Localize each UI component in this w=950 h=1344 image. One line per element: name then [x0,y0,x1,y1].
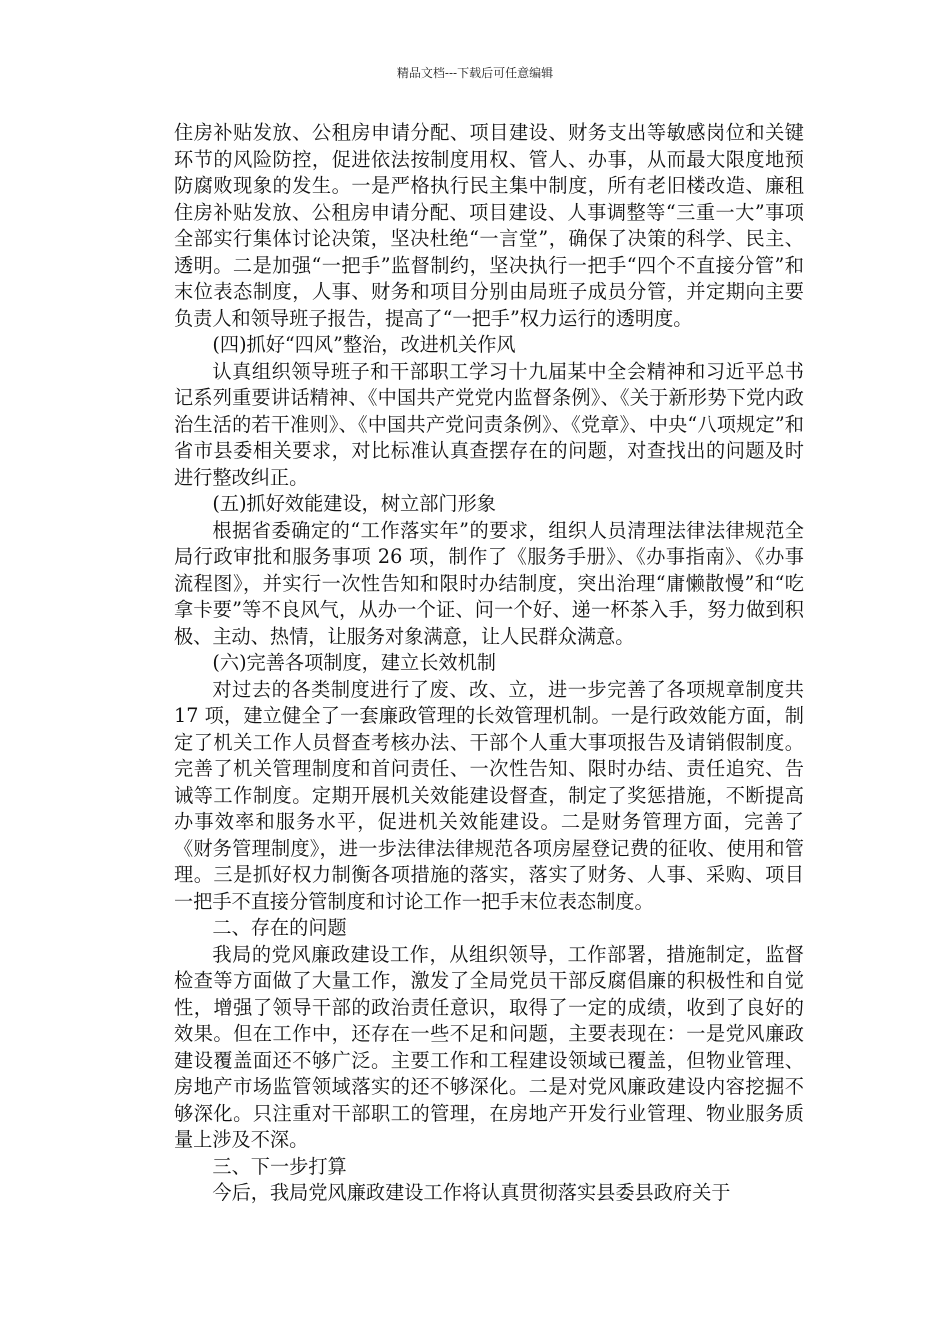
paragraph: 住房补贴发放、公租房申请分配、项目建设、财务支出等敏感岗位和关键环节的风险防控，促进依法按制度用权、管人、办事，从而最大限度地预防腐败现象的发生。一是严格执行民主集中制度，所有老旧楼改造、廉租住房补贴发放、公租房申请分配、项目建设、人事调整等“三重一大”事项全部实行集体讨论决策，坚决杜绝“一言堂”，确保了决策的科学、民主、透明。二是加强“一把手”监督制约，坚决执行一把手“四个不直接分管”和末位表态制度，人事、财务和项目分别由局班子成员分管，并定期向主要负责人和领导班子报告，提高了“一把手”权力运行的透明度。 [174,121,804,330]
paragraph: 我局的党风廉政建设工作，从组织领导，工作部署，措施制定，监督检查等方面做了大量工作，激发了全局党员干部反腐倡廉的积极性和自觉性，增强了领导干部的政治责任意识，取得了一定的成绩，收到了良好的效果。但在工作中，还存在一些不足和问题，主要表现在：一是党风廉政建设覆盖面还不够广泛。主要工作和工程建设领域已覆盖，但物业管理、房地产市场监管领域落实的还不够深化。二是对党风廉政建设内容挖掘不够深化。只注重对干部职工的管理，在房地产开发行业管理、物业服务质量上涉及不深。 [174,942,804,1151]
paragraph: 今后，我局党风廉政建设工作将认真贯彻落实县委县政府关于 [212,1181,731,1204]
page-header: 精品文档---下载后可任意编辑 [396,66,554,80]
section-heading: (六)完善各项制度，建立长效机制 [212,651,496,674]
paragraph: 对过去的各类制度进行了废、改、立，进一步完善了各项规章制度共 17 项，建立健全了一套廉政管理的长效管理机制。一是行政效能方面，制定了机关工作人员督查考核办法、干部个人重大事项报告及请销假制度。完善了机关管理制度和首问责任、一次性告知、限时办结、责任追究、告诫等工作制度。定期开展机关效能建设督查，制定了奖惩措施，不断提高办事效率和服务水平，促进机关效能建设。二是财务管理方面，完善了《财务管理制度》，进一步法律法律规范各项房屋登记费的征收、使用和管理。三是抓好权力制衡各项措施的落实，落实了财务、人事、采购、项目一把手不直接分管制度和讨论工作一把手末位表态制度。 [174,677,804,913]
paragraph: 根据省委确定的“工作落实年”的要求，组织人员清理法律法律规范全局行政审批和服务事项 26 项，制作了《服务手册》、《办事指南》、《办事流程图》，并实行一次性告知和限时办结制度，突出治理“庸懒散慢”和“吃拿卡要”等不良风气，从办一个证、问一个好、递一杯茶入手，努力做到积极、主动、热情，让服务对象满意，让人民群众满意。 [174,518,804,648]
section-heading: 三、下一步打算 [212,1154,347,1178]
section-heading: (五)抓好效能建设，树立部门形象 [212,492,496,515]
document-body [174,120,804,1207]
paragraph: 认真组织领导班子和干部职工学习十九届某中全会精神和习近平总书记系列重要讲话精神、《中国共产党党内监督条例》、《关于新形势下党内政治生活的若干准则》、《中国共产党问责条例》、《党章》、中央“八项规定”和省市县委相关要求，对比标准认真查摆存在的问题，对查找出的问题及时进行整改纠正。 [174,359,804,489]
section-heading: 二、存在的问题 [212,916,347,939]
section-heading: (四)抓好“四风”整治，改进机关作风 [212,333,516,356]
